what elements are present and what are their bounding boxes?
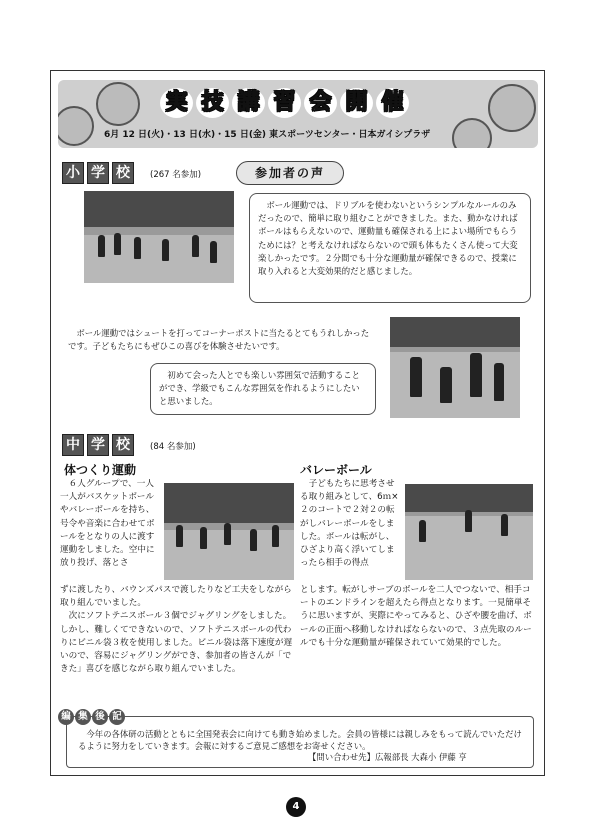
body-exercise-text-b: ずに渡したり、バウンズパスで渡したりなど工夫をしながら取り組んでいました。 次にソフトテニスボール３個でジャグリングをしました。しかし、難しくてできないので、ソフトテニスボールの代わりにビニル袋３枚を使用しました。ビニル袋は落下速度が遅いので、容易にジャグリングができ、参加者の皆さんが「できた」喜びを感じながら取り組んでいました。	[60, 585, 293, 675]
basketball-icon	[58, 106, 94, 146]
volleyball-icon	[96, 82, 140, 126]
editor-note-label: 編 集 後 記	[58, 709, 125, 725]
contact-info: 【問い合わせ先】広報部長 大森小 伊藤 亨	[308, 752, 467, 762]
elementary-heading: 小 学 校	[62, 162, 134, 184]
comment-box-3: 初めて会った人とでも楽しい雰囲気で活動することができ、学級でもこんな雰囲気を作れるようにしたいと思いました。	[150, 363, 376, 415]
event-dates: 6月 12 日(火)・13 日(水)・15 日(金) 東スポーツセンター・日本ガイシプラザ	[104, 130, 431, 140]
volleyball-title: バレーボール	[300, 463, 372, 477]
elementary-photo-1	[84, 191, 234, 283]
body-exercise-title: 体つくり運動	[64, 463, 137, 477]
elementary-photo-2	[390, 317, 520, 418]
body-exercise-text-a: ６人グループで、一人一人がバスケットボールやバレーボールを持ち、号令や音楽に合わせてボールをとなりの人に渡す運動をしました。空中に放り投げ、落とさ	[60, 479, 155, 569]
volleyball-text-b: とします。転がしサーブのボールを二人でつないで、相手コートのエンドラインを超えたら得点となります。一見簡単そうに思いますが、実際にやってみると、ひざや腰を曲げ、ボールの正面へ移動しなければならないので、３点先取のルールでも十分な運動量が確保されていて効果的でした。	[300, 585, 532, 648]
page-title: 実 技 講 習 会 開 催	[160, 88, 409, 118]
volleyball-text-a: 子どもたちに思考させる取り組みとして、6ｍ×２のコートで２対２の転がしバレーボールをしました。ボールは転がし、ひざより高く浮いてしまったら相手の得点	[300, 479, 399, 569]
editor-note-text: 今年の各体研の活動とともに全国発表会に向けても動き始めました。会員の皆様には親しみをもって読んでいただけるように努力をしていきます。会報に対するご意見ご感想をお寄せください。	[78, 729, 522, 751]
participant-voice-label: 参加者の声	[236, 161, 344, 185]
elementary-count: (267 名参加)	[150, 170, 202, 180]
junior-photo-2	[405, 484, 533, 580]
comment-2: ボール運動ではシュートを打ってコーナーポストに当たるとてもうれしかったです。子どもたちにもぜひこの喜びを体験させたいです。	[60, 322, 385, 372]
basketball-icon	[452, 118, 492, 148]
comment-box-1: ボール運動では、ドリブルを使わないというシンプルなルールのみだったので、簡単に取り組むことができました。また、動かなければボールはもらえないので、運動量も確保される上によい場所でもらうためには？と考えなければならないので頭も体もたくさん使って大変楽しかったです。２分間でも十分な運動量が確保できるので、授業に取り入れると大変効果的だと感じました。	[249, 193, 531, 303]
junior-count: (84 名参加)	[150, 442, 196, 452]
volleyball-icon	[488, 84, 536, 132]
page-number: 4	[286, 797, 306, 817]
junior-heading: 中 学 校	[62, 434, 134, 456]
junior-photo-1	[164, 483, 294, 580]
